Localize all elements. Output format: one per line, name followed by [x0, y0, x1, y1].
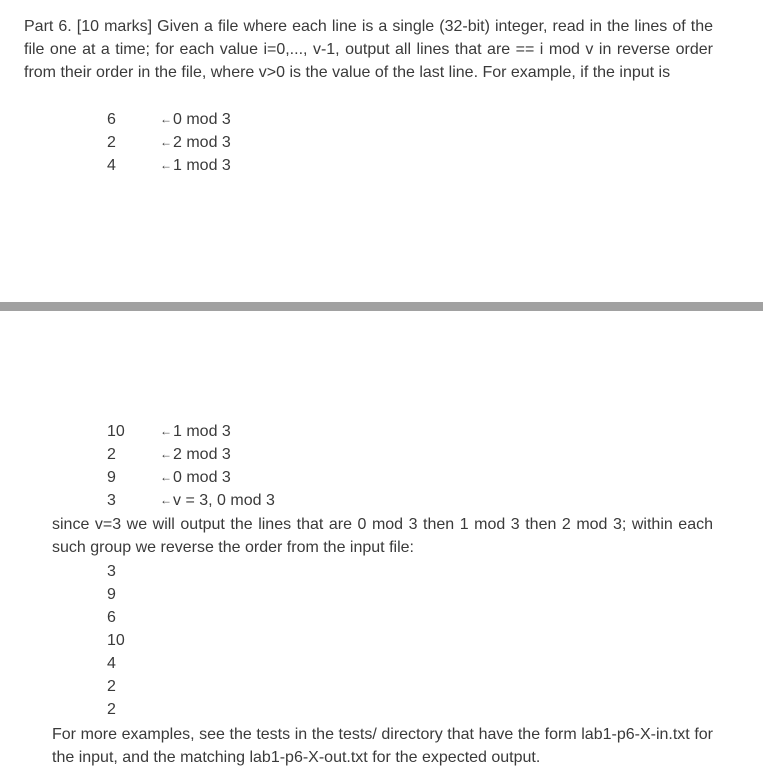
input-value: 2 [107, 446, 116, 463]
input-value: 2 [107, 134, 116, 151]
left-arrow-icon: ← [160, 493, 172, 507]
input-note: 2 mod 3 [173, 134, 231, 151]
input-note: 1 mod 3 [173, 423, 231, 440]
explanation-paragraph: since v=3 we will output the lines that are 0 mod 3 then 1 mod 3 then 2 mod 3; within each such group we reverse the order from the input file: [52, 516, 713, 556]
input-example-row [0, 420, 763, 443]
input-note: v = 3, 0 mod 3 [173, 492, 275, 509]
input-example-row [0, 154, 763, 177]
input-value: 10 [107, 423, 125, 440]
input-note: 0 mod 3 [173, 111, 231, 128]
input-value: 3 [107, 492, 116, 509]
input-note: 1 mod 3 [173, 157, 231, 174]
input-example-row [0, 131, 763, 154]
input-example-row [0, 108, 763, 131]
input-example-row [0, 466, 763, 489]
input-note: 0 mod 3 [173, 469, 231, 486]
output-value: 3 [107, 563, 116, 580]
input-example-row [0, 443, 763, 466]
output-example-list [107, 560, 125, 721]
output-value: 2 [107, 701, 116, 718]
left-arrow-icon: ← [160, 470, 172, 484]
input-value: 9 [107, 469, 116, 486]
input-value: 6 [107, 111, 116, 128]
left-arrow-icon: ← [160, 424, 172, 438]
left-arrow-icon: ← [160, 112, 172, 126]
left-arrow-icon: ← [160, 158, 172, 172]
left-arrow-icon: ← [160, 135, 172, 149]
input-value: 4 [107, 157, 116, 174]
part-6-description [24, 15, 713, 84]
part-heading: Part 6. [10 marks] [24, 18, 153, 35]
input-example-row [0, 489, 763, 512]
output-value: 2 [107, 678, 116, 695]
output-value: 4 [107, 655, 116, 672]
part-description-text: Given a file where each line is a single (32-bit) integer, read in the lines of the file one at a time; for each value i=0,..., v-1, output all lines that are == i mod v in reverse order from their order in the file, where v>0 is the value of the last line. For example, if the input is [24, 18, 713, 81]
footer-paragraph: For more examples, see the tests in the tests/ directory that have the form lab1-p6-X-in.txt for the input, and the matching lab1-p6-X-out.txt for the expected output. [52, 726, 713, 766]
output-value: 9 [107, 586, 116, 603]
input-note: 2 mod 3 [173, 446, 231, 463]
page-break-divider [0, 302, 763, 311]
left-arrow-icon: ← [160, 447, 172, 461]
output-value: 6 [107, 609, 116, 626]
output-value: 10 [107, 632, 125, 649]
